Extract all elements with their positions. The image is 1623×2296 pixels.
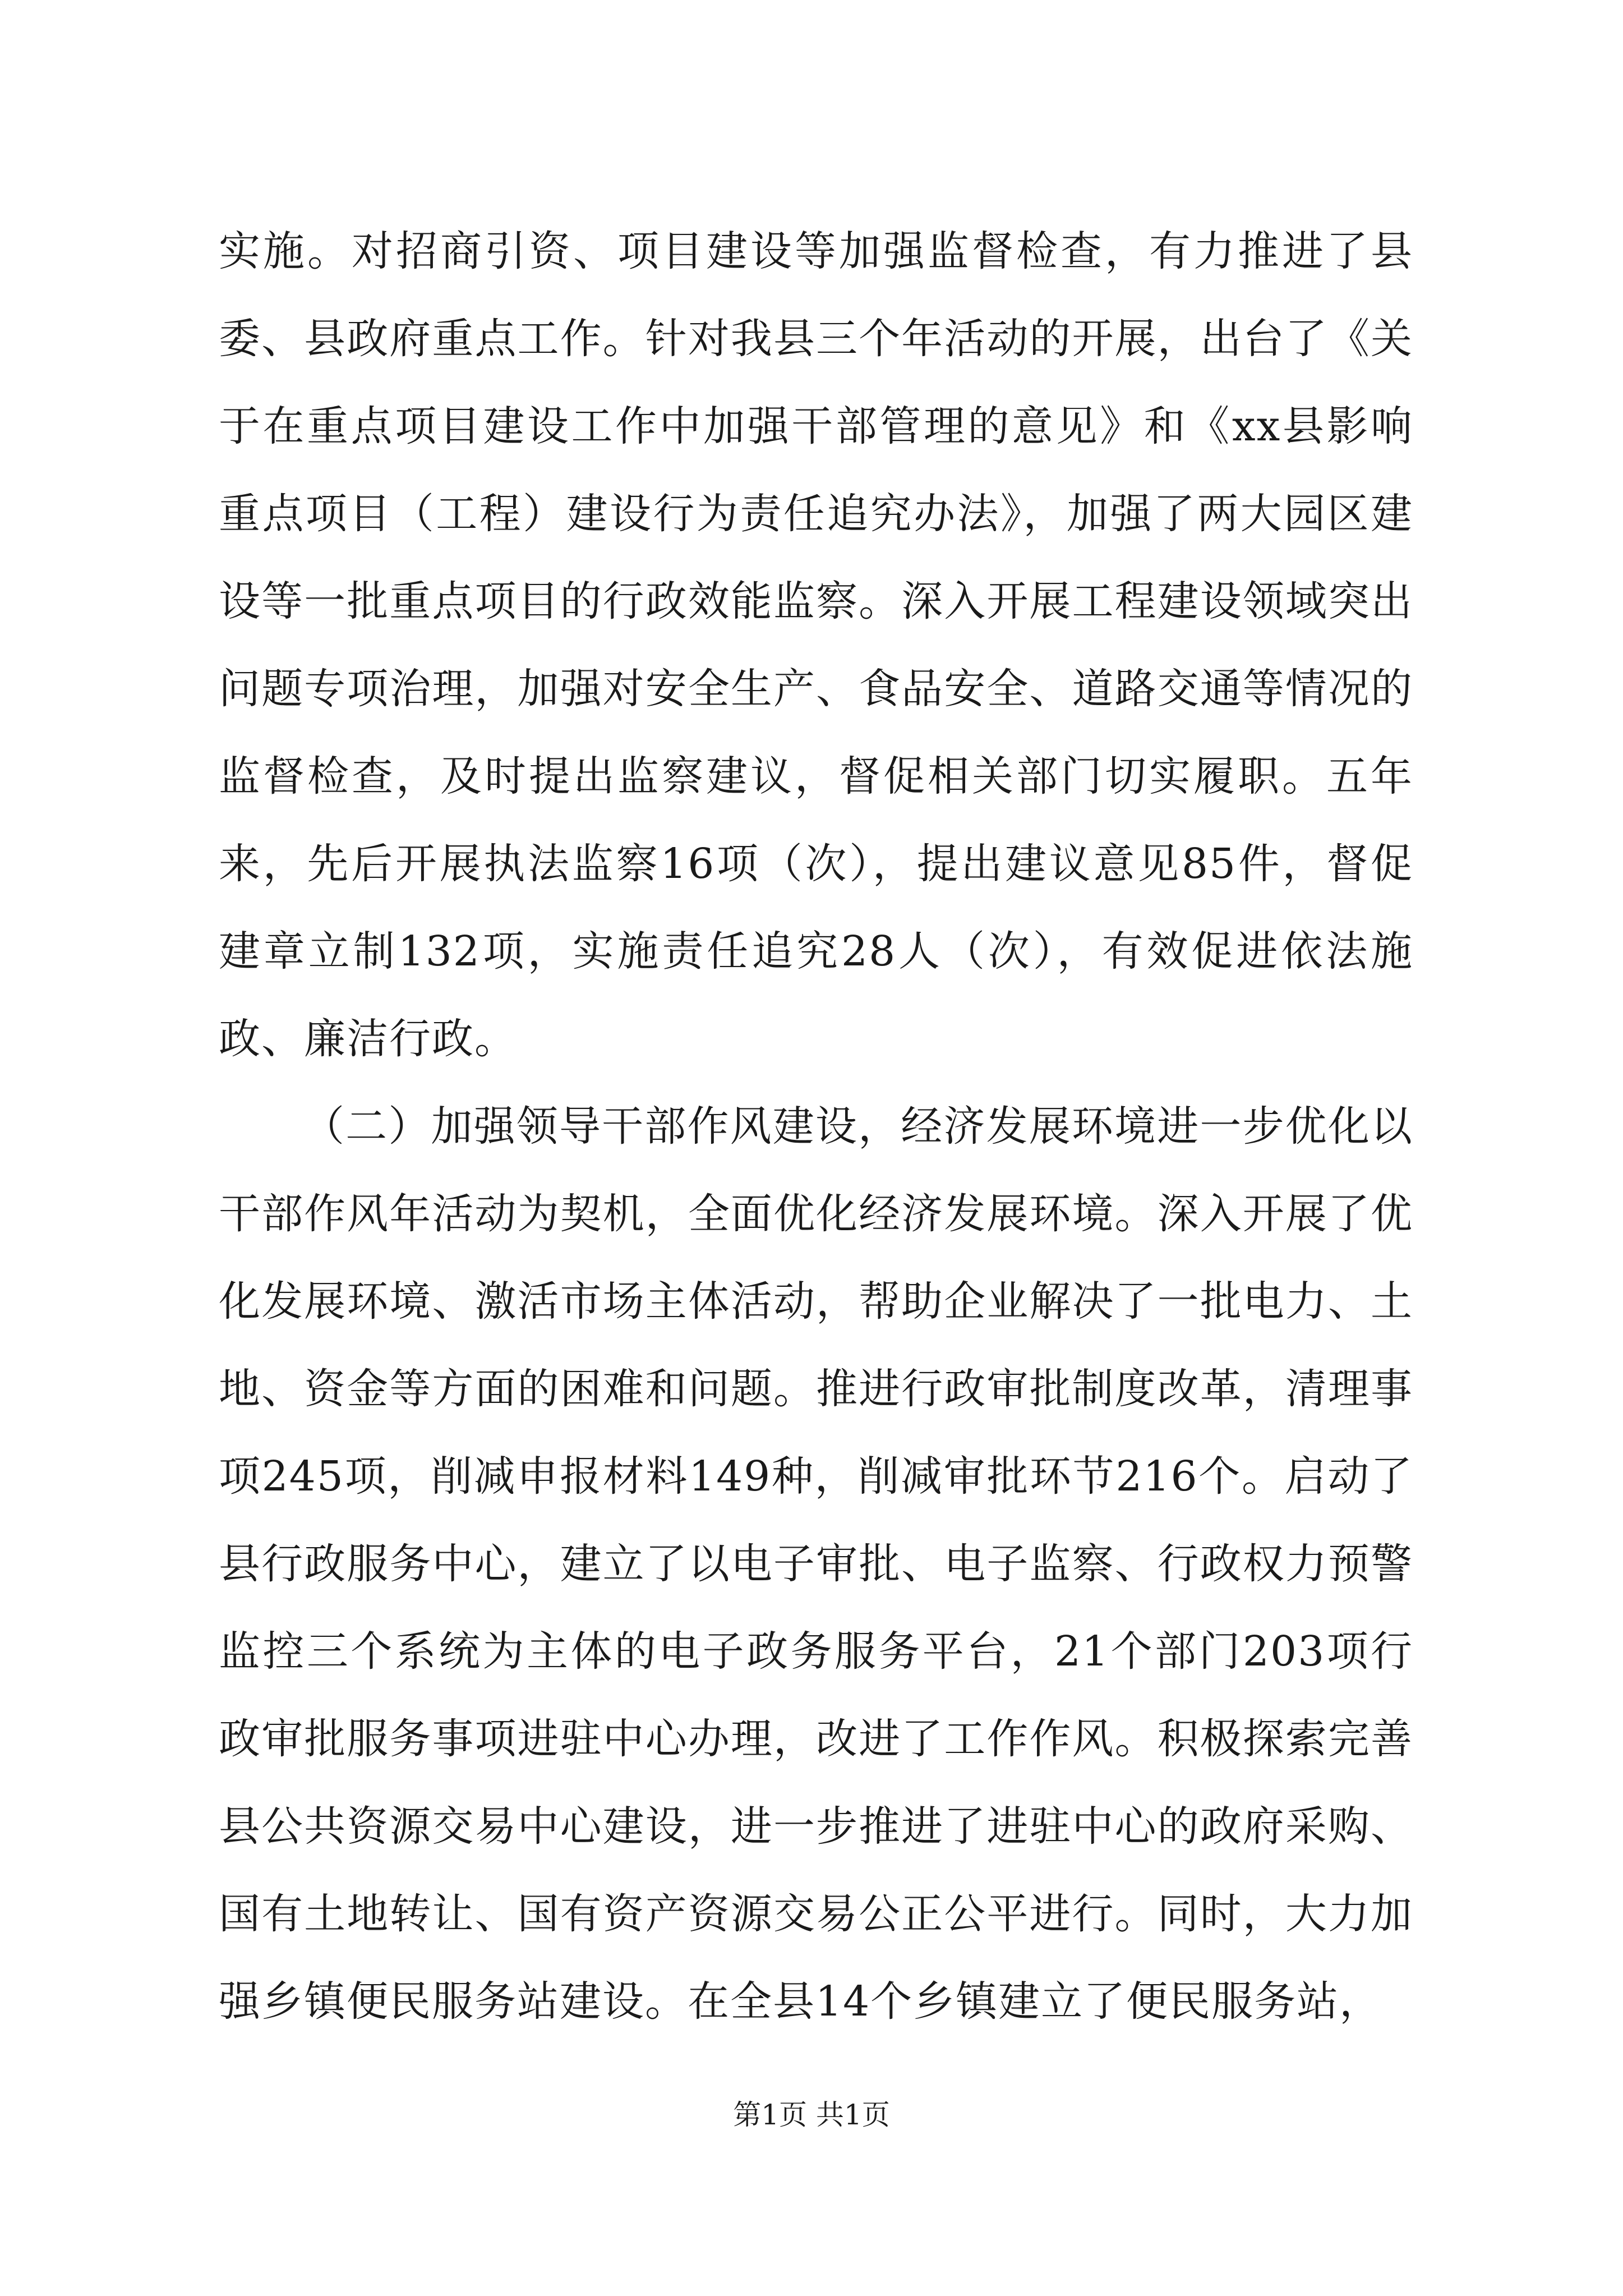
page-footer: 第1页 共1页 xyxy=(733,2099,890,2131)
paragraph-2: （二）加强领导干部作风建设，经济发展环境进一步优化以干部作风年活动为契机，全面优化经济发展环境。深入开展了优化发展环境、激活市场主体活动，帮助企业解决了一批电力、土地、资金等方面的困难和问题。推进行政审批制度改革，清理事项245项，削减申报材料149种，削减审批环节216个。启动了县行政服务中心，建立了以电子审批、电子监察、行政权力预警监控三个系统为主体的电子政务服务平台，21个部门203项行政审批服务事项进驻中心办理，改进了工作作风。积极探索完善县公共资源交易中心建设，进一步推进了进驻中心的政府采购、国有土地转让、国有资产资源交易公正公平进行。同时，大力加强乡镇便民服务站建设。在全县14个乡镇建立了便民服务站， xyxy=(219,1102,1413,2026)
paragraph-1: 实施。对招商引资、项目建设等加强监督检查，有力推进了县委、县政府重点工作。针对我县三个年活动的开展，出台了《关于在重点项目建设工作中加强干部管理的意见》和《xx县影响重点项目（工程）建设行为责任追究办法》，加强了两大园区建设等一批重点项目的行政效能监察。深入开展工程建设领域突出问题专项治理，加强对安全生产、食品安全、道路交通等情况的监督检查，及时提出监察建议，督促相关部门切实履职。五年来，先后开展执法监察16项（次），提出建议意见85件，督促建章立制132项，实施责任追究28人（次），有效促进依法施政、廉洁行政。 xyxy=(219,227,1413,1063)
document-body xyxy=(219,208,1413,2045)
